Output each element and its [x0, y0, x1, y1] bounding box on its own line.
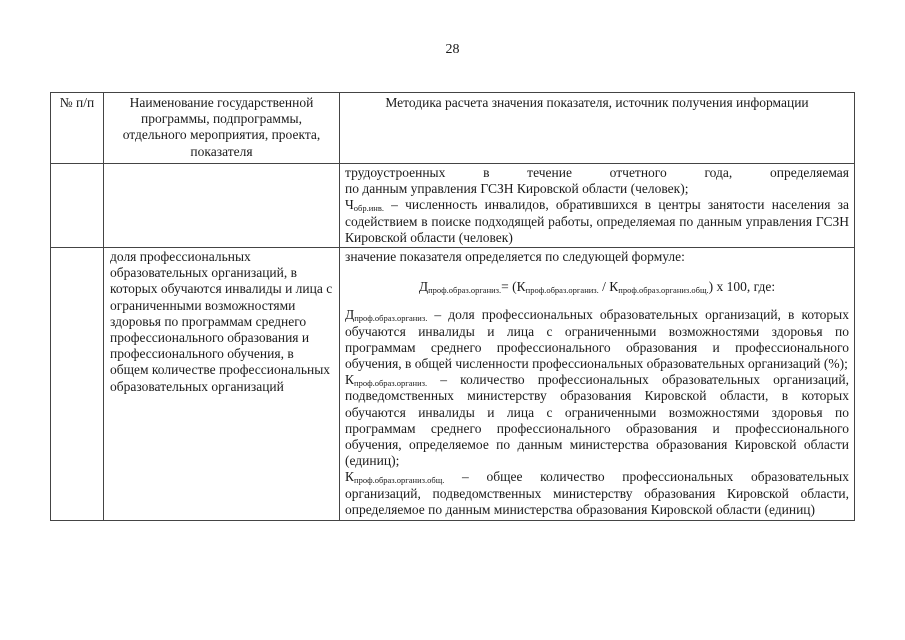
table-row — [51, 164, 855, 248]
def1-sub: проф.образ.организ. — [354, 313, 428, 324]
definition-k — [345, 372, 849, 469]
row1-definition — [345, 197, 849, 246]
var-subscript: обр.инв. — [353, 203, 384, 214]
row2-name: доля профессиональных образовательных организаций, в которых обучаются инвалиды и лица с ограниченными возможностями здоровья по программам среднего профессионального образования и профессионального обучения, в общем количестве профессиональных образовательных организаций — [104, 248, 340, 521]
formula-k2-sub: проф.образ.организ.общ. — [618, 285, 709, 296]
row1-line2: по данным управления ГСЗН Кировской области (человек); — [345, 181, 689, 197]
formula-tail: ) x 100, где: — [708, 279, 776, 295]
table-header-row — [51, 93, 855, 164]
row1-method — [340, 164, 855, 248]
var-symbol: Ч — [345, 197, 354, 213]
formula-d: Д — [418, 279, 429, 295]
formula-k1-sub: проф.образ.организ. — [525, 285, 599, 296]
row1-name — [104, 164, 340, 248]
indicator-table — [50, 92, 855, 521]
def3-text: – общее количество профессиональных образовательных организаций, подведомственных министерству образования Кировской области, определяемое по данным министерства образования Кировской области (единиц) — [345, 469, 849, 517]
row2-intro: значение показателя определяется по следующей формуле: — [345, 249, 685, 265]
page-number: 28 — [445, 42, 460, 57]
def3-symbol: К — [345, 469, 355, 485]
header-name: Наименование государственной программы, подпрограммы, отдельного мероприятия, проекта, показателя — [104, 93, 340, 164]
formula-d-sub: проф.образ.организ. — [428, 285, 502, 296]
header-num: № п/п — [51, 93, 104, 164]
row2-num — [51, 248, 104, 521]
definition-k-total — [345, 469, 849, 518]
table-row — [51, 248, 855, 521]
def2-sub: проф.образ.организ. — [354, 378, 428, 389]
formula — [345, 279, 849, 295]
row1-num — [51, 164, 104, 248]
var-text: – численность инвалидов, обратившихся в центры занятости населения за содействием в поиске подходящей работы, определяемая по данным управления ГСЗН Кировской области (человек) — [345, 197, 849, 245]
def3-sub: проф.образ.организ.общ. — [354, 475, 445, 486]
row2-method — [340, 248, 855, 521]
def1-text: – доля профессиональных образовательных организаций, в которых обучаются инвалиды и лица с ограниченными возможностями здоровья по программам среднего профессионального образования и профессионального обучения, в общей численности профессиональных образовательных организаций (%); — [345, 307, 849, 372]
definition-d — [345, 307, 849, 372]
def2-symbol: К — [345, 372, 355, 388]
row1-line1: трудоустроенных в течение отчетного года, определяемая — [345, 165, 849, 180]
formula-div: / К — [598, 279, 619, 295]
header-method: Методика расчета значения показателя, источник получения информации — [340, 93, 855, 164]
def2-text: – количество профессиональных образовательных организаций, подведомственных министерству образования Кировской области, в которых обучаются инвалиды и лица с ограниченными возможностями здоровья по программам среднего профессионального образования и профессионального обучения, определяемое по данным министерства образования Кировской области (единиц); — [345, 372, 849, 469]
def1-symbol: Д — [345, 307, 355, 323]
formula-eq: = (К — [501, 279, 526, 295]
